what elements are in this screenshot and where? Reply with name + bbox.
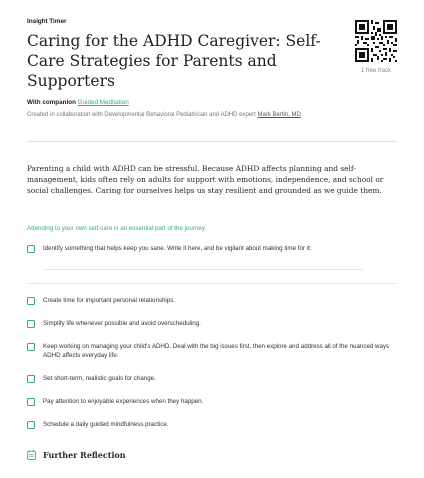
checklist-item[interactable] bbox=[27, 343, 397, 360]
checklist-item-text: Keep working on managing your child's ADHD. Deal with the big issues first, then explore and address all of the nuanced ways ADHD affects everyday life. bbox=[43, 343, 390, 359]
writing-line[interactable] bbox=[27, 283, 397, 284]
collaboration-credit bbox=[27, 111, 327, 120]
brand-logo: Insight Timer bbox=[27, 18, 67, 25]
guided-meditation-link[interactable]: Guided Meditation bbox=[77, 99, 129, 106]
page-title: Caring for the ADHD Caregiver: Self-Care Strategies for Parents and Supporters bbox=[27, 32, 321, 90]
qr-code-icon[interactable] bbox=[355, 20, 397, 62]
checkbox[interactable] bbox=[27, 320, 35, 328]
checklist-item-text: Identify something that helps keep you sane. Write it here, and be vigilant about making time for it: bbox=[43, 245, 312, 252]
companion-prefix: With companion bbox=[27, 99, 76, 106]
writing-line[interactable] bbox=[43, 269, 363, 270]
checklist-item-text: Simplify life whenever possible and avoid overscheduling. bbox=[43, 320, 201, 327]
checkbox[interactable] bbox=[27, 398, 35, 406]
checkbox[interactable] bbox=[27, 375, 35, 383]
checkbox[interactable] bbox=[27, 421, 35, 429]
checklist-item-text: Set short-term, realistic goals for change. bbox=[43, 375, 156, 382]
checklist-item-text: Schedule a daily guided mindfulness practice. bbox=[43, 421, 169, 428]
checklist-item[interactable] bbox=[27, 320, 397, 329]
section-subheading: Attending to your own self-care is an essential part of the journey. bbox=[27, 225, 207, 232]
checklist-item[interactable] bbox=[27, 375, 397, 384]
header-divider bbox=[27, 141, 397, 142]
intro-paragraph: Parenting a child with ADHD can be stressful. Because ADHD affects planning and self-management, kids often rely on adults for support with emotions, independence, and school or social challenges. Caring for ourselves helps us stay resilient and grounded as we guide them. bbox=[27, 164, 384, 196]
notepad-icon bbox=[27, 450, 36, 460]
checkbox[interactable] bbox=[27, 343, 35, 351]
checklist-item-text: Pay attention to enjoyable experiences when they happen. bbox=[43, 398, 204, 405]
companion-line bbox=[27, 99, 129, 106]
checklist-item[interactable] bbox=[27, 245, 397, 254]
checkbox[interactable] bbox=[27, 245, 35, 253]
checklist-item[interactable] bbox=[27, 297, 397, 306]
further-reflection-heading: Further Reflection bbox=[43, 450, 126, 460]
collaboration-text: Created in collaboration with Developmental Behavioral Pediatrician and ADHD expert bbox=[27, 112, 256, 118]
checklist-item-text: Create time for important personal relationships. bbox=[43, 297, 176, 304]
checklist-item[interactable] bbox=[27, 421, 397, 430]
qr-caption: 1 free track bbox=[360, 68, 391, 74]
author-link[interactable]: Mark Bertin, MD bbox=[257, 112, 301, 118]
checkbox[interactable] bbox=[27, 297, 35, 305]
checklist-item[interactable] bbox=[27, 398, 397, 407]
